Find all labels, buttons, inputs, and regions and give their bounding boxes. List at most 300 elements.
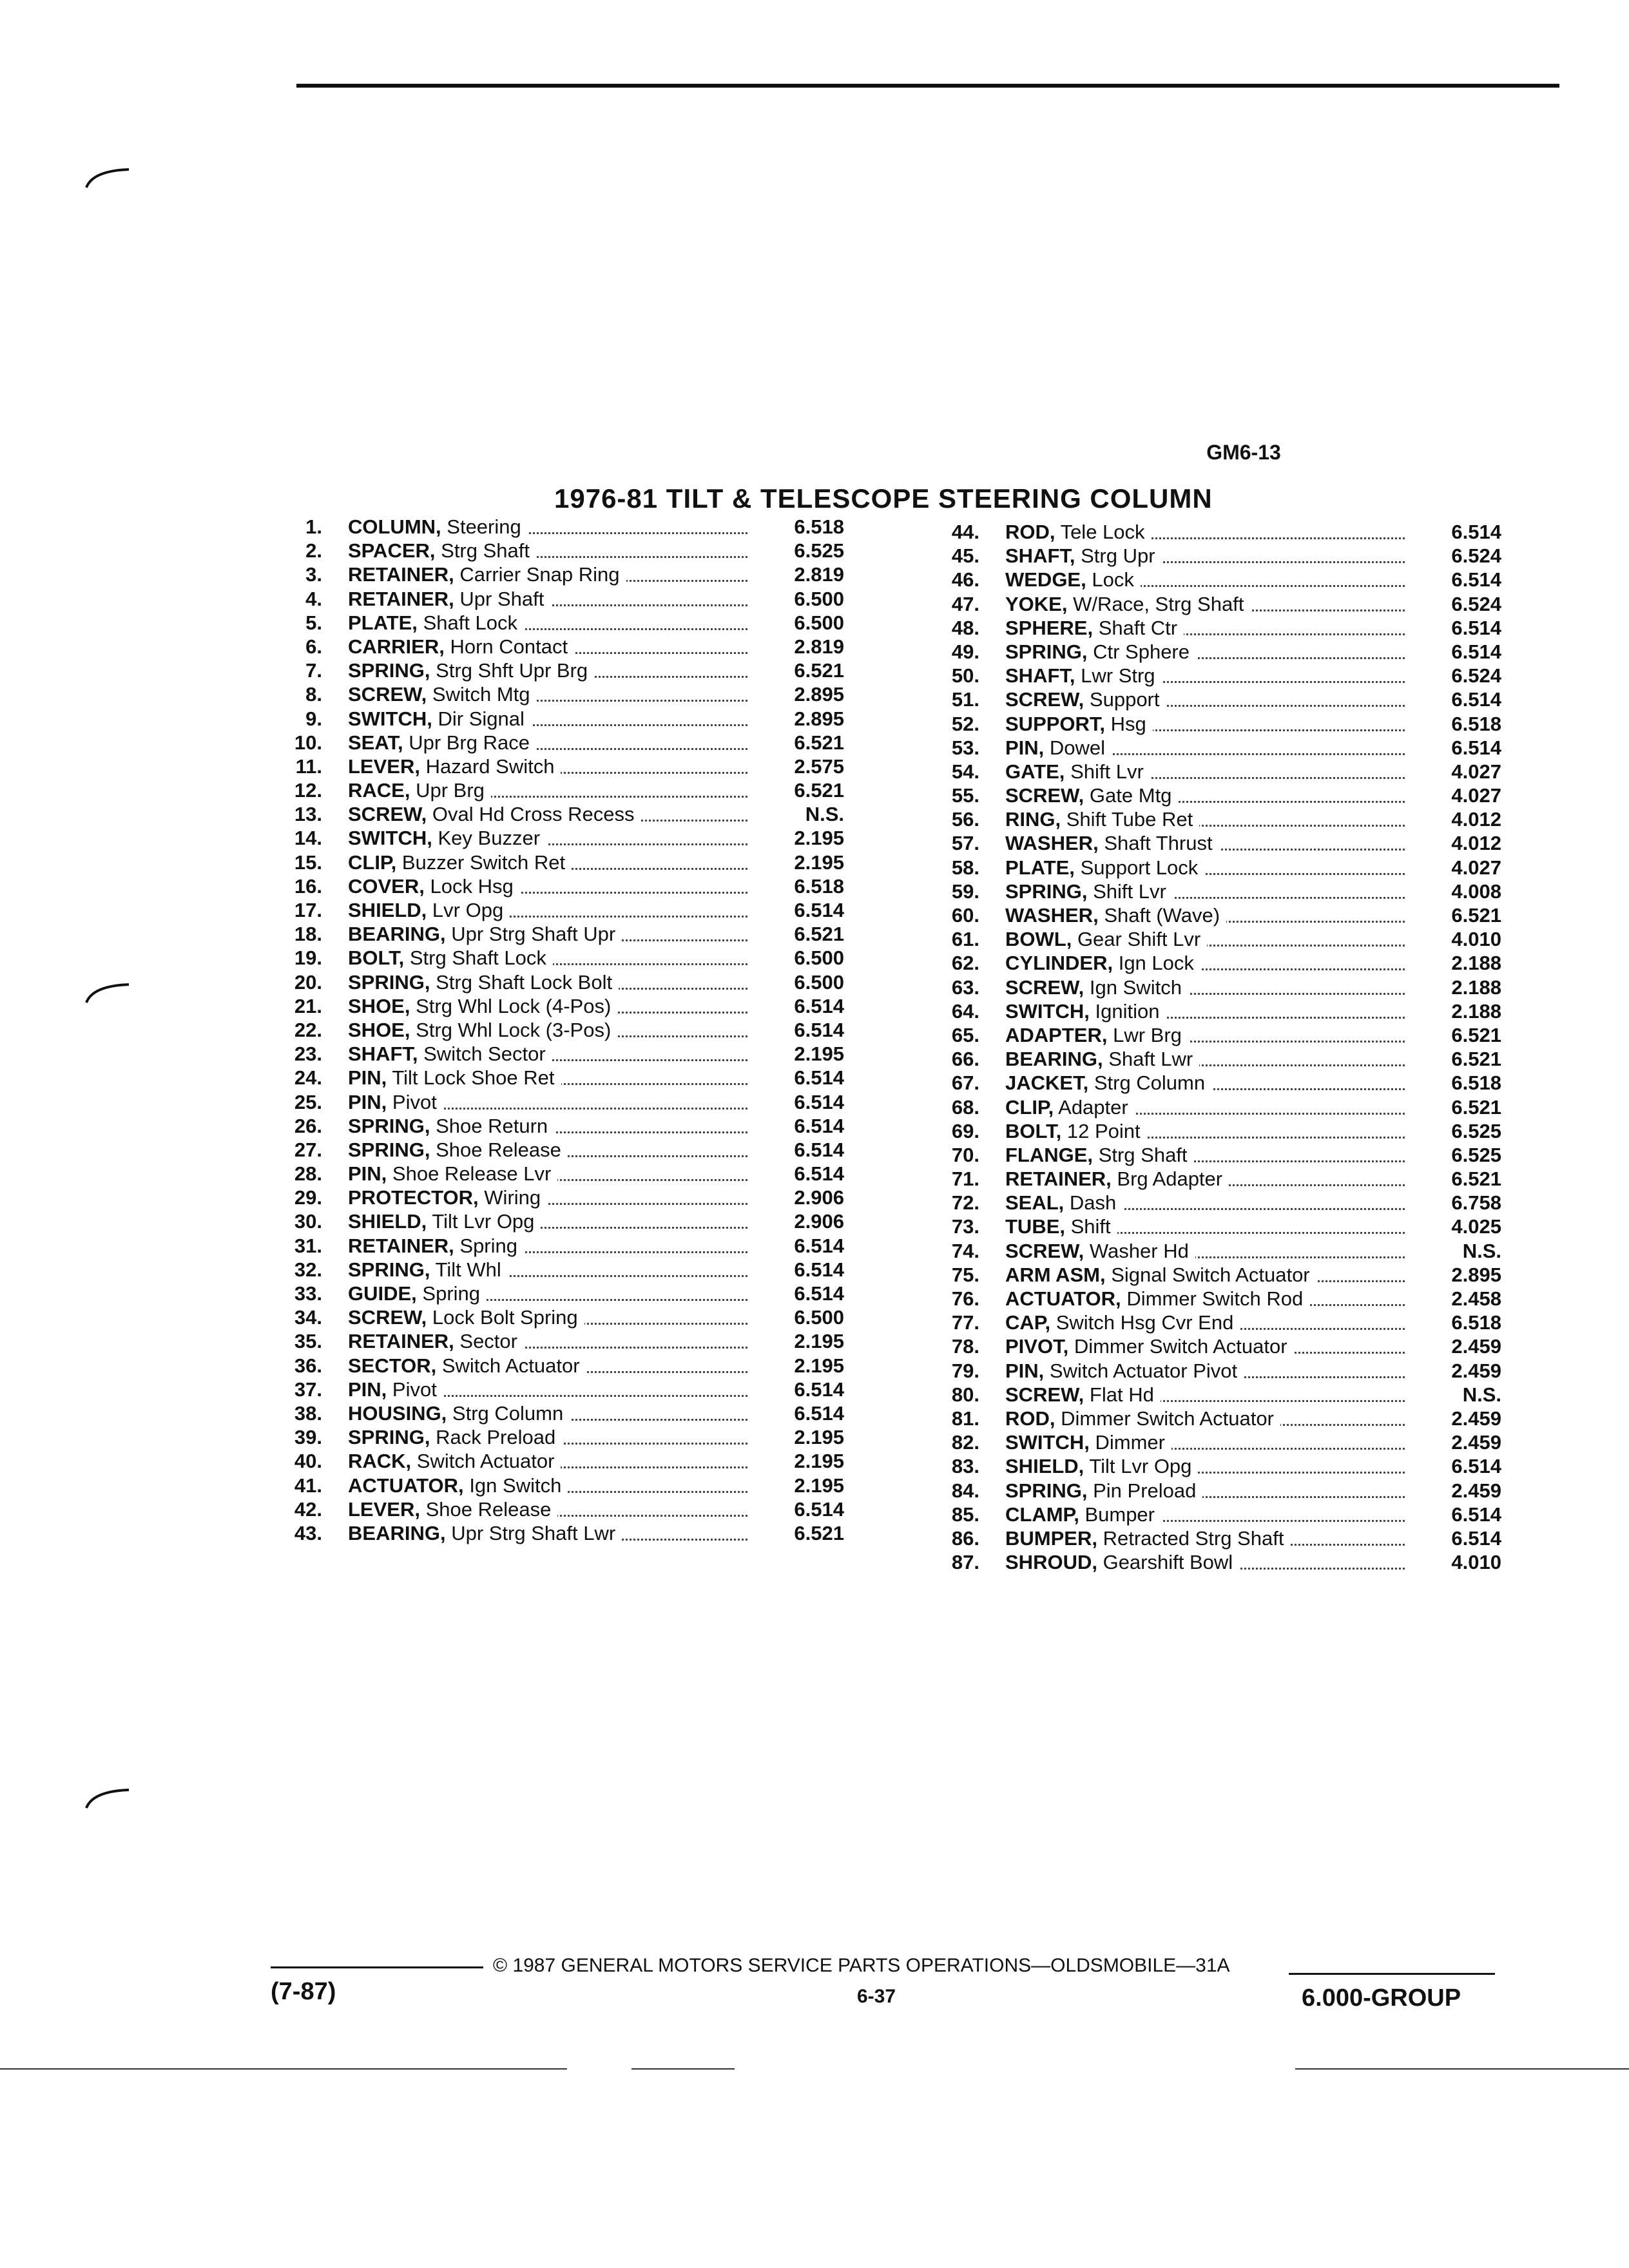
part-name: BEARING,: [348, 923, 446, 946]
item-description: [1005, 784, 1405, 807]
group-code: 6.518: [794, 874, 844, 898]
part-name: SPACER,: [348, 539, 436, 562]
parts-row: [921, 1191, 1553, 1215]
item-number: 5.: [305, 611, 322, 634]
group-code: 6.525: [1451, 1119, 1501, 1142]
part-detail: Upr Shaft: [459, 587, 545, 610]
item-number: 7.: [305, 659, 322, 682]
item-description: [1005, 1072, 1405, 1095]
part-name: SWITCH,: [1005, 999, 1090, 1023]
part-detail: Ctr Sphere: [1093, 640, 1190, 663]
part-name: SCREW,: [348, 1306, 427, 1329]
parts-row: [921, 1311, 1553, 1335]
part-detail: Ign Switch: [1089, 975, 1182, 999]
part-name: ACTUATOR,: [348, 1474, 464, 1497]
part-detail: Strg Shaft Lock: [409, 947, 546, 970]
part-name: RACE,: [348, 779, 410, 802]
part-detail: Dimmer Switch Actuator: [1074, 1335, 1287, 1358]
group-code: 2.459: [1451, 1359, 1501, 1382]
item-number: 76.: [951, 1287, 979, 1310]
parts-row: [921, 688, 1553, 712]
part-name: RETAINER,: [348, 1234, 454, 1257]
part-detail: Pin Preload: [1093, 1479, 1197, 1502]
part-detail: Support Lock: [1080, 856, 1199, 879]
item-description: [348, 539, 747, 562]
parts-row: [921, 760, 1553, 784]
parts-row: [264, 683, 883, 707]
group-code: 6.514: [794, 1162, 844, 1186]
item-number: 9.: [305, 707, 322, 730]
group-code: 6.524: [1451, 544, 1501, 568]
part-name: BEARING,: [348, 1521, 446, 1544]
part-detail: Wiring: [484, 1186, 541, 1209]
parts-row: [264, 1402, 883, 1426]
item-number: 42.: [294, 1497, 322, 1521]
part-name: SUPPORT,: [1005, 712, 1106, 735]
item-description: [1005, 1383, 1405, 1407]
item-description: [348, 971, 747, 994]
group-code: 4.027: [1451, 856, 1501, 879]
item-description: [348, 923, 747, 946]
part-name: WASHER,: [1005, 904, 1099, 927]
part-name: PIN,: [1005, 736, 1045, 759]
group-code: 6.514: [1451, 1503, 1501, 1526]
parts-row: [264, 875, 883, 899]
group-code: 6.525: [794, 539, 844, 562]
item-number: 64.: [951, 999, 979, 1023]
group-code: 6.500: [794, 947, 844, 970]
group-code: 2.895: [1451, 1263, 1501, 1286]
group-code: 6.521: [1451, 1048, 1501, 1071]
item-number: 50.: [951, 664, 979, 687]
item-description: [348, 1210, 747, 1233]
part-detail: Shoe Release: [425, 1497, 552, 1521]
item-description: [1005, 1144, 1405, 1167]
group-code: 2.459: [1451, 1431, 1501, 1454]
parts-row: [921, 928, 1553, 952]
part-detail: Gear Shift Lvr: [1077, 928, 1201, 951]
part-name: SPRING,: [348, 1138, 430, 1161]
part-detail: Shift Tube Ret: [1066, 808, 1193, 831]
part-detail: Dash: [1069, 1191, 1117, 1215]
parts-row: [921, 640, 1553, 664]
part-name: SECTOR,: [348, 1354, 437, 1377]
group-code: 6.521: [1451, 1023, 1501, 1046]
group-code: 2.188: [1451, 975, 1501, 999]
page-title: 1976-81 TILT & TELESCOPE STEERING COLUMN: [554, 483, 1213, 514]
item-description: [1005, 1311, 1405, 1334]
part-detail: Sector: [459, 1330, 517, 1353]
parts-row: [264, 1354, 883, 1378]
bottom-rule-center: [631, 2068, 735, 2070]
parts-row: [921, 1264, 1553, 1287]
parts-row: [921, 1168, 1553, 1191]
parts-row: [921, 976, 1553, 1000]
item-description: [348, 995, 747, 1018]
part-detail: Upr Brg Race: [409, 731, 530, 754]
part-detail: Switch Sector: [423, 1043, 546, 1066]
parts-row: [921, 1000, 1553, 1024]
part-name: TUBE,: [1005, 1215, 1065, 1238]
parts-row: [921, 736, 1553, 760]
parts-row: [264, 1378, 883, 1402]
part-name: CAP,: [1005, 1311, 1051, 1334]
part-name: SPRING,: [1005, 879, 1088, 903]
parts-row: [264, 611, 883, 635]
item-description: [348, 611, 747, 635]
part-detail: Tilt Lock Shoe Ret: [392, 1066, 555, 1090]
group-code: 2.819: [794, 563, 844, 586]
item-description: [1005, 640, 1405, 664]
parts-row: [921, 568, 1553, 592]
group-code: 6.524: [1451, 592, 1501, 615]
parts-row: [921, 1455, 1553, 1479]
item-number: 57.: [951, 832, 979, 855]
item-description: [348, 851, 747, 874]
part-detail: Upr Strg Shaft Upr: [451, 923, 616, 946]
part-name: LEVER,: [348, 1497, 420, 1521]
group-code: 6.521: [794, 1521, 844, 1544]
parts-row: [264, 1282, 883, 1306]
item-number: 37.: [294, 1378, 322, 1401]
group-code: 6.500: [794, 611, 844, 634]
parts-row: [264, 947, 883, 970]
group-code: 2.906: [794, 1186, 844, 1209]
parts-row: [264, 1210, 883, 1234]
item-description: [1005, 904, 1405, 927]
item-number: 62.: [951, 952, 979, 975]
item-description: [1005, 1335, 1405, 1358]
item-number: 46.: [951, 568, 979, 591]
part-name: HOUSING,: [348, 1401, 447, 1425]
parts-row: [264, 731, 883, 755]
item-description: [1005, 1527, 1405, 1550]
group-code: 6.521: [794, 923, 844, 946]
item-description: [1005, 1096, 1405, 1119]
group-code: 6.514: [794, 1497, 844, 1521]
parts-row: [264, 707, 883, 731]
part-name: CARRIER,: [348, 635, 445, 658]
parts-row: [921, 952, 1553, 975]
part-name: RETAINER,: [348, 563, 454, 586]
item-number: 4.: [305, 587, 322, 610]
group-code: 6.514: [794, 1234, 844, 1257]
item-description: [1005, 1455, 1405, 1478]
parts-row: [921, 1096, 1553, 1120]
part-detail: Oval Hd Cross Recess: [432, 803, 635, 826]
item-number: 73.: [951, 1215, 979, 1238]
part-name: SPRING,: [348, 1258, 430, 1281]
item-description: [1005, 1215, 1405, 1238]
part-detail: Hsg: [1110, 712, 1146, 735]
item-number: 18.: [294, 923, 322, 946]
item-number: 22.: [294, 1018, 322, 1041]
item-description: [1005, 1479, 1405, 1503]
item-description: [1005, 713, 1405, 736]
item-description: [1005, 1048, 1405, 1071]
part-detail: Adapter: [1058, 1095, 1128, 1119]
parts-row: [921, 1287, 1553, 1311]
part-detail: Dimmer Switch Rod: [1126, 1287, 1304, 1310]
parts-row: [264, 1450, 883, 1474]
item-description: [348, 803, 747, 826]
part-name: SCREW,: [1005, 975, 1084, 999]
part-detail: Switch Mtg: [432, 683, 530, 706]
item-description: [1005, 760, 1405, 783]
group-code: 2.895: [794, 707, 844, 730]
item-description: [1005, 880, 1405, 903]
part-detail: Ign Lock: [1118, 952, 1194, 975]
item-number: 74.: [951, 1239, 979, 1262]
item-number: 8.: [305, 683, 322, 706]
group-code: 4.010: [1451, 1551, 1501, 1574]
footer-page-number: 6-37: [857, 1986, 896, 2007]
parts-list-right: [921, 521, 1553, 1575]
part-detail: Tilt Lvr Opg: [432, 1210, 535, 1233]
item-number: 87.: [951, 1551, 979, 1574]
item-number: 79.: [951, 1359, 979, 1382]
group-code: 2.195: [794, 1474, 844, 1497]
parts-row: [921, 1048, 1553, 1072]
item-number: 34.: [294, 1306, 322, 1329]
item-description: [348, 1426, 747, 1449]
item-description: [348, 1019, 747, 1042]
part-name: RACK,: [348, 1450, 412, 1473]
parts-row: [921, 1360, 1553, 1383]
parts-row: [264, 635, 883, 659]
parts-row: [921, 1431, 1553, 1455]
group-code: 6.518: [1451, 1311, 1501, 1334]
part-name: SCREW,: [1005, 1383, 1084, 1406]
group-code: 6.514: [1451, 1455, 1501, 1478]
item-number: 35.: [294, 1330, 322, 1353]
part-name: BUMPER,: [1005, 1526, 1097, 1550]
parts-row: [264, 1115, 883, 1139]
item-number: 3.: [305, 563, 322, 586]
part-name: SCREW,: [1005, 688, 1084, 711]
item-description: [1005, 1191, 1405, 1215]
part-detail: Rack Preload: [436, 1426, 556, 1449]
group-code: 2.188: [1451, 952, 1501, 975]
item-description: [348, 1522, 747, 1545]
part-name: CYLINDER,: [1005, 952, 1113, 975]
parts-row: [921, 1527, 1553, 1551]
part-name: SHOE,: [348, 1018, 410, 1041]
part-detail: W/Race, Strg Shaft: [1073, 592, 1244, 615]
part-detail: Tilt Lvr Opg: [1089, 1455, 1192, 1478]
part-detail: Strg Whl Lock (3-Pos): [416, 1018, 612, 1041]
item-number: 44.: [951, 521, 979, 543]
item-number: 78.: [951, 1335, 979, 1358]
part-name: RETAINER,: [348, 587, 454, 610]
part-name: SHAFT,: [1005, 544, 1075, 568]
item-description: [1005, 1287, 1405, 1311]
parts-row: [921, 856, 1553, 880]
part-name: GATE,: [1005, 760, 1065, 783]
item-description: [348, 827, 747, 850]
group-code: N.S.: [1462, 1239, 1501, 1262]
part-detail: Support: [1089, 688, 1160, 711]
item-number: 10.: [294, 731, 322, 754]
part-name: YOKE,: [1005, 592, 1068, 615]
part-detail: Horn Contact: [450, 635, 568, 658]
item-number: 67.: [951, 1072, 979, 1095]
part-name: RETAINER,: [1005, 1168, 1112, 1191]
part-detail: Shoe Release Lvr: [392, 1162, 552, 1186]
item-number: 61.: [951, 928, 979, 951]
part-name: SPRING,: [1005, 640, 1088, 663]
item-number: 56.: [951, 808, 979, 831]
part-detail: Strg Column: [1094, 1072, 1206, 1095]
group-code: 2.459: [1451, 1479, 1501, 1502]
item-description: [1005, 1360, 1405, 1383]
group-code: 6.525: [1451, 1143, 1501, 1166]
parts-row: [921, 521, 1553, 544]
item-number: 81.: [951, 1407, 979, 1430]
item-description: [1005, 808, 1405, 831]
group-code: 6.514: [794, 1066, 844, 1090]
item-description: [1005, 952, 1405, 975]
part-name: CLIP,: [1005, 1095, 1054, 1119]
parts-row: [264, 563, 883, 587]
parts-list-left: [264, 515, 883, 1546]
part-detail: Shaft Ctr: [1098, 616, 1178, 639]
part-detail: Pivot: [392, 1378, 437, 1401]
item-number: 86.: [951, 1526, 979, 1550]
item-description: [1005, 1000, 1405, 1023]
parts-row: [264, 899, 883, 923]
parts-row: [921, 1503, 1553, 1527]
item-description: [1005, 1431, 1405, 1454]
part-name: PLATE,: [1005, 856, 1075, 879]
footer-group: 6.000-GROUP: [1302, 1984, 1461, 2012]
item-description: [1005, 1120, 1405, 1143]
part-detail: Strg Shft Upr Brg: [436, 659, 588, 682]
parts-row: [921, 832, 1553, 856]
group-code: N.S.: [805, 803, 844, 826]
item-description: [348, 1043, 747, 1066]
part-name: COVER,: [348, 874, 425, 898]
parts-row: [921, 1120, 1553, 1144]
footer-rule-right: [1289, 1973, 1495, 1975]
item-number: 72.: [951, 1191, 979, 1215]
item-description: [1005, 1503, 1405, 1526]
part-name: BOLT,: [348, 947, 405, 970]
item-number: 41.: [294, 1474, 322, 1497]
item-number: 6.: [305, 635, 322, 658]
part-name: BOWL,: [1005, 928, 1072, 951]
part-detail: Key Buzzer: [438, 827, 541, 850]
part-detail: Dowel: [1049, 736, 1106, 759]
item-description: [348, 899, 747, 922]
item-description: [1005, 664, 1405, 687]
item-description: [1005, 617, 1405, 640]
item-number: 26.: [294, 1114, 322, 1137]
item-number: 30.: [294, 1210, 322, 1233]
part-name: CLAMP,: [1005, 1503, 1079, 1526]
item-description: [1005, 568, 1405, 591]
group-code: 6.514: [1451, 736, 1501, 759]
group-code: 4.027: [1451, 760, 1501, 783]
part-detail: Lock Bolt Spring: [432, 1306, 578, 1329]
group-code: 6.514: [794, 1282, 844, 1305]
parts-row: [264, 515, 883, 539]
item-description: [1005, 1264, 1405, 1287]
group-code: 6.514: [794, 1378, 844, 1401]
parts-row: [921, 713, 1553, 736]
part-detail: Ignition: [1095, 999, 1160, 1023]
part-name: PIN,: [348, 1066, 387, 1090]
item-description: [1005, 856, 1405, 879]
part-detail: Lwr Brg: [1113, 1023, 1182, 1046]
part-detail: Strg Shaft: [441, 539, 530, 562]
part-detail: Ign Switch: [469, 1474, 562, 1497]
item-description: [348, 1235, 747, 1258]
parts-row: [264, 779, 883, 803]
item-description: [1005, 521, 1405, 544]
part-detail: Dir Signal: [438, 707, 525, 730]
parts-row: [264, 1330, 883, 1354]
part-detail: Buzzer Switch Ret: [401, 850, 566, 874]
bottom-rule-right: [1295, 2068, 1629, 2070]
part-detail: Switch Actuator: [441, 1354, 580, 1377]
group-code: 6.500: [794, 587, 844, 610]
item-number: 28.: [294, 1162, 322, 1186]
part-detail: Tele Lock: [1060, 521, 1145, 543]
item-description: [348, 1282, 747, 1305]
part-detail: Shift Lvr: [1070, 760, 1144, 783]
parts-row: [264, 1091, 883, 1115]
part-detail: Lvr Opg: [432, 899, 504, 921]
part-name: ROD,: [1005, 521, 1055, 543]
parts-row: [921, 1335, 1553, 1359]
parts-row: [264, 995, 883, 1019]
parts-row: [921, 1407, 1553, 1431]
item-description: [348, 1258, 747, 1282]
group-code: 6.514: [1451, 1526, 1501, 1550]
group-code: 6.514: [794, 994, 844, 1017]
group-code: 4.025: [1451, 1215, 1501, 1238]
part-name: PIN,: [348, 1090, 387, 1113]
part-name: SCREW,: [348, 803, 427, 826]
parts-row: [921, 808, 1553, 832]
part-detail: Dimmer Switch Actuator: [1061, 1407, 1274, 1430]
part-detail: Gate Mtg: [1089, 784, 1172, 807]
part-name: SEAT,: [348, 731, 403, 754]
group-code: 2.459: [1451, 1407, 1501, 1430]
item-number: 43.: [294, 1521, 322, 1544]
item-number: 54.: [951, 760, 979, 783]
item-description: [348, 1378, 747, 1401]
part-name: ACTUATOR,: [1005, 1287, 1121, 1310]
item-description: [348, 1115, 747, 1138]
group-code: 6.514: [794, 1114, 844, 1137]
item-number: 49.: [951, 640, 979, 663]
item-number: 69.: [951, 1119, 979, 1142]
part-name: SPRING,: [348, 970, 430, 994]
item-number: 36.: [294, 1354, 322, 1377]
parts-row: [264, 539, 883, 563]
group-code: 4.008: [1451, 879, 1501, 903]
item-description: [348, 1402, 747, 1425]
item-number: 70.: [951, 1143, 979, 1166]
item-number: 24.: [294, 1066, 322, 1090]
part-name: CLIP,: [348, 850, 397, 874]
part-name: SWITCH,: [1005, 1431, 1090, 1454]
item-number: 85.: [951, 1503, 979, 1526]
part-name: PLATE,: [348, 611, 418, 634]
parts-row: [921, 1551, 1553, 1575]
